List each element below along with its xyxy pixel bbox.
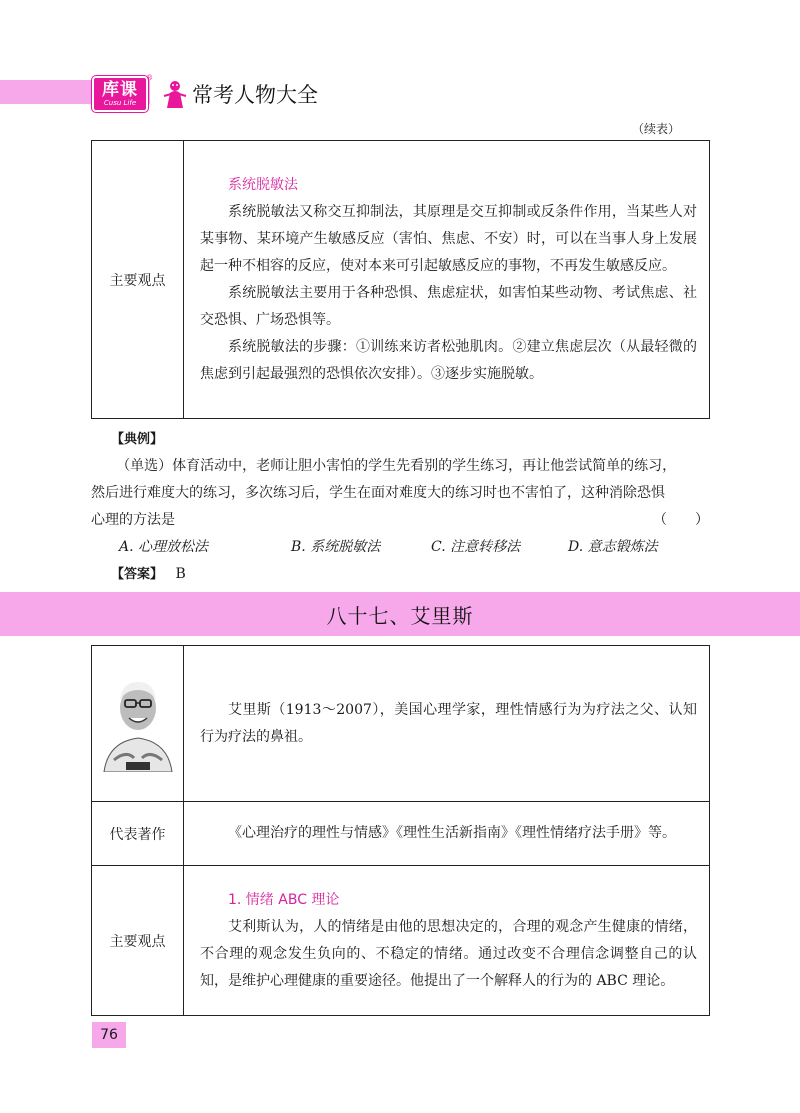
book-title: 常考人物大全	[192, 83, 318, 107]
option-c: C. 注意转移法	[431, 539, 521, 555]
paragraph: 系统脱敏法主要用于各种恐惧、焦虑症状，如害怕某些动物、考试焦虑、社交恐惧、广场恐惧等。	[200, 284, 697, 328]
question-line: 心理的方法是	[91, 512, 175, 528]
table-continued	[91, 140, 710, 419]
row-label-works: 代表著作	[92, 802, 184, 866]
intro-content	[184, 646, 710, 802]
views-paragraph: 艾利斯认为，人的情绪是由他的思想决定的，合理的观念产生健康的情绪，不合理的观念发生负向的、不稳定的情绪。通过改变不合理信念调整自己的认知，是维护心理健康的重要途径。他提出了一个解释人的行为的 ABC 理论。	[200, 918, 697, 989]
section-title: 八十七、艾里斯	[326, 603, 474, 628]
continued-label: （续表）	[632, 122, 681, 136]
portrait-cell	[92, 646, 184, 802]
table-ellis	[91, 645, 710, 1016]
logo-text: 库课	[102, 80, 138, 100]
option-b: B. 系统脱敏法	[291, 539, 381, 555]
example-heading: 【典例】	[111, 432, 164, 447]
abc-theory-heading: 1. 情绪 ABC 理论	[228, 891, 340, 908]
row-label-main-views: 主要观点	[92, 141, 184, 419]
option-d: D. 意志锻炼法	[568, 539, 658, 555]
mascot-icon	[162, 79, 188, 109]
logo-subtext: Cusu Life	[103, 99, 137, 107]
kuke-logo	[92, 74, 153, 112]
row-label-main-views: 主要观点	[92, 866, 184, 1016]
question-line: 然后进行难度大的练习，多次练习后，学生在面对难度大的练习时也不害怕了，这种消除恐惧	[91, 485, 665, 501]
method-heading: 系统脱敏法	[228, 176, 298, 193]
registered-mark: ®	[146, 74, 153, 82]
paragraph: 系统脱敏法的步骤：①训练来访者松弛肌肉。②建立焦虑层次（从最轻微的焦虑到引起最强烈的恐惧依次安排）。③逐步实施脱敏。	[200, 338, 697, 382]
paragraph: 系统脱敏法又称交互抑制法，其原理是交互抑制或反条件作用，当某些人对某事物、某环境产生敏感反应（害怕、焦虑、不安）时，可以在当事人身上发展起一种不相容的反应，使对本来可引起敏感反应的事物，不再发生敏感反应。	[200, 203, 697, 274]
section-band	[0, 592, 800, 636]
answer-row	[91, 561, 709, 588]
views-content	[184, 866, 710, 1016]
option-a: A. 心理放松法	[119, 539, 209, 555]
intro-paragraph: 艾里斯（1913～2007），美国心理学家，理性情感行为为疗法之父、认知行为疗法的鼻祖。	[200, 701, 697, 745]
answer-label: 【答案】	[111, 567, 164, 582]
portrait-photo	[100, 672, 176, 772]
options-row	[91, 534, 709, 561]
question-last-line	[91, 507, 709, 534]
answer-bracket: （ ）	[653, 512, 709, 528]
example-block	[91, 426, 709, 588]
main-views-content	[184, 141, 710, 419]
works-content	[184, 802, 710, 866]
page-header	[92, 74, 318, 114]
page-number: 76	[92, 1022, 126, 1048]
answer-value: B	[175, 566, 186, 582]
question-line: （单选）体育活动中，老师让胆小害怕的学生先看别的学生练习，再让他尝试简单的练习，	[116, 458, 677, 474]
works-text: 《心理治疗的理性与情感》《理性生活新指南》《理性情绪疗法手册》等。	[228, 825, 676, 841]
